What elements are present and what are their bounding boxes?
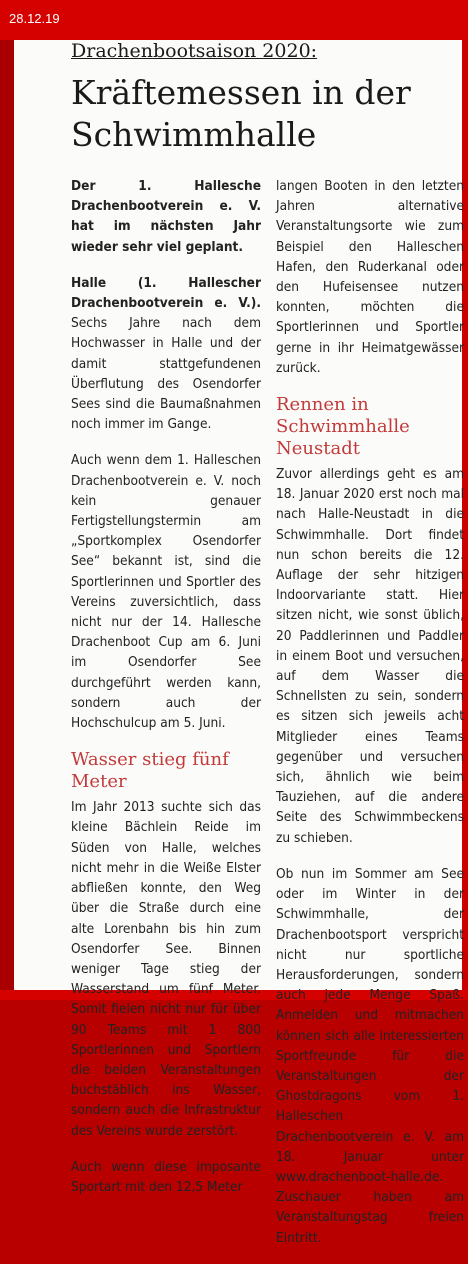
date-label: 28.12.19 [9,11,60,26]
subheading-water: Wasser stieg fünf Meter [71,749,229,793]
paragraph-6: Zuvor allerdings geht es am 18. Januar 2020 erst noch mal nach Halle-Neustadt in die Schwimmhalle. Dort findet nun schon bereits die 12. Auflage der sehr hitzigen Indoorvariante statt. Hier sitzen nicht, wie sonst üblich, 20 Paddlerinnen und Paddler in einem Boot und versuchen, auf dem Wasser die Schnellsten zu sein, sondern es sitzen sich jeweils acht Mitglieder eines Teams gegenüber und versuchen sich, ähnlich wie beim Tauziehen, auf die andere Seite des Schwimmbeckens zu schieben. [276,466,464,846]
lead-paragraph [71,176,261,257]
paragraph-4: Auch wenn diese imposante Sportart mit den 12,5 Meter [71,1158,261,1195]
top-bar [0,0,468,40]
lead-text: Der 1. Hallesche Drachenbootverein e. V. hat im nächsten Jahr wieder sehr viel geplant. [71,178,261,255]
article-column-left [71,176,261,1213]
paragraph-3: Im Jahr 2013 suchte sich das kleine Bächlein Reide im Süden von Halle, welches nicht mehr in die Weiße Elster abfließen konnte, den Weg über die Straße durch eine alte Lorenbahn bis hin zum Osendorfer See. Binnen weniger Tage stieg der Wasserstand um fünf Meter. Somit fielen nicht nur für über 90 Teams mit 1 800 Sportlerinnen und Sportlern die beiden Veranstaltungen buchstäblich ins Wasser, sondern auch die Infrastruktur des Vereins wurde zerstört. [71,799,261,1139]
article-column-right [276,176,464,1264]
paragraph-5: langen Booten in den letzten Jahren alternative Veranstaltungsorte wie zum Beispiel den Halleschen Hafen, den Ruderkanal oder den Hufeisensee nutzen konnten, möchten die Sportlerinnen und Sportler gerne in ihr Heimatgewässer zurück. [276,178,464,376]
paragraph-1-text: Sechs Jahre nach dem Hochwasser in Halle und der damit stattgefundenen Überflutung des Osendorfer Sees sind die Baumaßnahmen noch immer im Gange. [71,315,261,433]
article-headline: Kräftemessen in der Schwimmhalle [71,73,411,154]
dateline: Halle (1. Hallescher Drachenbootverein e. V.). [71,274,261,312]
left-border [0,40,14,1000]
article-kicker: Drachenbootsaison 2020: [71,40,318,62]
newspaper-clipping [14,40,464,1246]
paragraph-7: Ob nun im Sommer am See oder im Winter in der Schwimmhalle, der Drachenbootsport verspricht nicht nur sportliche Herausforderungen, sondern auch jede Menge Spaß. Anmelden und mitmachen können sich alle interessierten Sportfreunde für die Veranstaltungen der Ghostdragons vom 1. Halleschen Drachenbootverein e. V. am 18. Januar unter www.drachenboot-halle.de. Zuschauer haben am Veranstaltungstag freien Eintritt. [276,865,464,1246]
paragraph-2: Auch wenn dem 1. Halleschen Drachenbootverein e. V. noch kein genauer Fertigstellungstermin am „Sportkomplex Osendorfer See“ bekannt ist, sind die Sportlerinnen und Sportler des Vereins zuversichtlich, dass nicht nur der 14. Hallesche Drachenboot Cup am 6. Juni im Osendorfer See durchgeführt werden kann, sondern auch der Hochschulcup am 5. Juni. [71,452,261,732]
subheading-race: Rennen in Schwimmhalle Neustadt [276,394,410,460]
paragraph-1 [71,273,261,435]
